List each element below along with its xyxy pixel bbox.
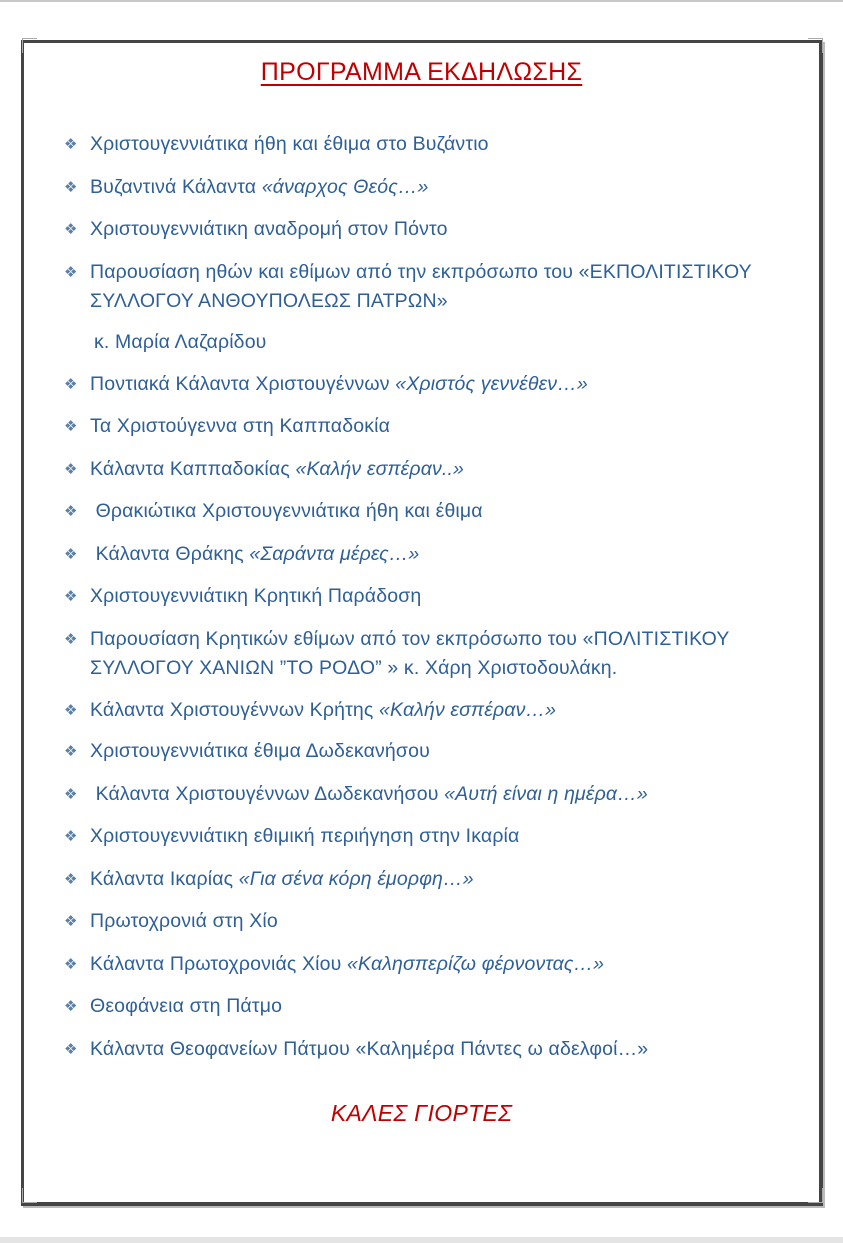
carol-title: «Καλησπερίζω φέρνοντας…»	[347, 953, 605, 975]
program-item: ❖ Κάλαντα Χριστουγέννων Κρήτης «Καλήν εσπέραν…»	[64, 696, 809, 725]
corner-mark	[22, 38, 37, 53]
program-item: ❖ Κάλαντα Πρωτοχρονιάς Χίου «Καλησπερίζω φέρνοντας…»	[64, 950, 809, 979]
page-title: ΠΡΟΓΡΑΜΜΑ ΕΚΔΗΛΩΣΗΣ	[260, 58, 583, 86]
program-item: ❖ Ποντιακά Κάλαντα Χριστουγέννων «Χριστός γεννέθεν…»	[64, 370, 809, 399]
program-item: ❖ Χριστουγεννιάτικη εθιμική περιήγηση στην Ικαρία	[64, 822, 809, 851]
program-item: ❖ Χριστουγεννιάτικη αναδρομή στον Πόντο	[64, 215, 809, 244]
carol-title: «Καλήν εσπέραν..»	[295, 458, 465, 480]
diamond-bullet-icon: ❖	[64, 376, 78, 393]
program-item: ❖ Χριστουγεννιάτικα ήθη και έθιμα στο Βυζάντιο	[64, 130, 809, 159]
top-divider	[0, 0, 843, 2]
corner-mark	[22, 1188, 37, 1203]
diamond-bullet-icon: ❖	[64, 221, 78, 238]
program-item: ❖ Κάλαντα Καππαδοκίας «Καλήν εσπέραν..»	[64, 455, 809, 484]
diamond-bullet-icon: ❖	[64, 418, 78, 435]
program-item: ❖ Πρωτοχρονιά στη Χίο	[64, 907, 809, 936]
diamond-bullet-icon: ❖	[64, 631, 78, 648]
diamond-bullet-icon: ❖	[64, 1041, 78, 1058]
program-item: ❖ Κάλαντα Θράκης «Σαράντα μέρες…»	[64, 540, 809, 569]
diamond-bullet-icon: ❖	[64, 546, 78, 563]
diamond-bullet-icon: ❖	[64, 461, 78, 478]
carol-title: «Για σένα κόρη έμορφη…»	[238, 868, 474, 890]
diamond-bullet-icon: ❖	[64, 264, 78, 281]
program-item: ❖ Θεοφάνεια στη Πάτμο	[64, 992, 809, 1021]
carol-title: «Καλήν εσπέραν…»	[379, 699, 557, 721]
diamond-bullet-icon: ❖	[64, 588, 78, 605]
program-item: ❖ Χριστουγεννιάτικα έθιμα Δωδεκανήσου	[64, 737, 809, 766]
program-item: ❖ Τα Χριστούγεννα στη Καππαδοκία	[64, 412, 809, 441]
program-item: ❖ Χριστουγεννιάτικη Κρητική Παράδοση	[64, 582, 809, 611]
diamond-bullet-icon: ❖	[64, 956, 78, 973]
diamond-bullet-icon: ❖	[64, 179, 78, 196]
diamond-bullet-icon: ❖	[64, 913, 78, 930]
carol-title: «άναρχος Θεός…»	[261, 176, 429, 198]
corner-mark	[808, 1188, 823, 1203]
program-item: ❖ Κάλαντα Χριστουγέννων Δωδεκανήσου «Αυτή είναι η ημέρα…»	[64, 780, 809, 809]
program-item: ❖ Θρακιώτικα Χριστουγεννιάτικα ήθη και έθιμα	[64, 497, 809, 526]
program-item: ❖ Παρουσίαση Κρητικών εθίμων από τον εκπρόσωπο του «ΠΟΛΙΤΙΣΤΙΚΟΥ ΣΥΛΛΟΓΟΥ ΧΑΝΙΩΝ ”ΤΟ ΡΟΔΟ” » κ. Χάρη Χριστοδουλάκη.	[64, 628, 730, 679]
diamond-bullet-icon: ❖	[64, 828, 78, 845]
diamond-bullet-icon: ❖	[64, 702, 78, 719]
carol-title: «Χριστός γεννέθεν…»	[395, 373, 588, 395]
diamond-bullet-icon: ❖	[64, 503, 78, 520]
corner-mark	[808, 38, 823, 53]
diamond-bullet-icon: ❖	[64, 136, 78, 153]
carol-title: «Σαράντα μέρες…»	[249, 543, 420, 565]
diamond-bullet-icon: ❖	[64, 998, 78, 1015]
closing-greeting: ΚΑΛΕΣ ΓΙΟΡΤΕΣ	[330, 1100, 513, 1126]
program-item: ❖ Βυζαντινά Κάλαντα «άναρχος Θεός…»	[64, 173, 809, 202]
program-item: ❖ Κάλαντα Θεοφανείων Πάτμου «Καλημέρα Πάντες ω αδελφοί…»	[64, 1035, 809, 1064]
program-item: κ. Μαρία Λαζαρίδου	[94, 331, 267, 353]
carol-title: «Αυτή είναι η ημέρα…»	[444, 783, 648, 805]
diamond-bullet-icon: ❖	[64, 786, 78, 803]
program-item: ❖ Κάλαντα Ικαρίας «Για σένα κόρη έμορφη…»	[64, 865, 809, 894]
diamond-bullet-icon: ❖	[64, 871, 78, 888]
program-item: ❖ Παρουσίαση ηθών και εθίμων από την εκπρόσωπο του «ΕΚΠΟΛΙΤΙΣΤΙΚΟΥ ΣΥΛΛΟΓΟΥ ΑΝΘΟΥΠΟΛΕΩΣ ΠΑΤΡΩΝ»	[64, 261, 752, 312]
bottom-divider	[0, 1237, 843, 1243]
diamond-bullet-icon: ❖	[64, 743, 78, 760]
